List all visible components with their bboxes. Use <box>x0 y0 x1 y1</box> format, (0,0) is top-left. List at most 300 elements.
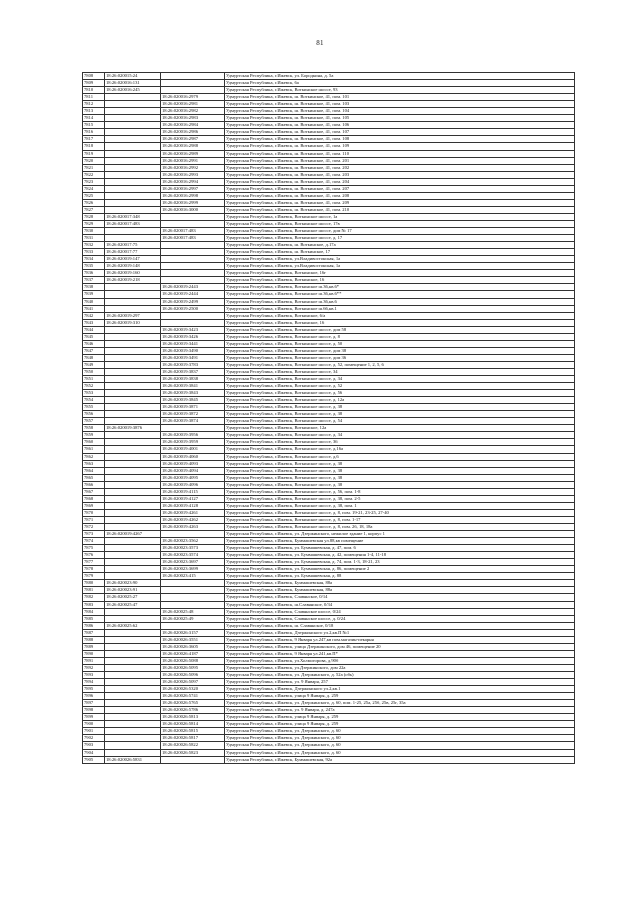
parcel-cadastral-number-cell <box>105 629 161 636</box>
table-row <box>83 749 575 756</box>
table-row <box>83 333 575 340</box>
row-number-cell: 7843 <box>83 319 105 326</box>
parcel-cadastral-number-cell: 18:26:020017:77 <box>105 249 161 256</box>
table-row <box>83 220 575 227</box>
premises-cadastral-number-cell: 18:26:020017:483 <box>161 235 225 242</box>
row-number-cell: 7813 <box>83 108 105 115</box>
table-row <box>83 439 575 446</box>
parcel-cadastral-number-cell <box>105 383 161 390</box>
table-row <box>83 495 575 502</box>
row-number-cell: 7810 <box>83 87 105 94</box>
parcel-cadastral-number-cell: 18:26:020015:24 <box>105 73 161 80</box>
row-number-cell: 7878 <box>83 566 105 573</box>
row-number-cell: 7829 <box>83 220 105 227</box>
parcel-cadastral-number-cell: 18:26:020019:148 <box>105 263 161 270</box>
parcel-cadastral-number-cell <box>105 657 161 664</box>
row-number-cell: 7819 <box>83 150 105 157</box>
parcel-cadastral-number-cell <box>105 418 161 425</box>
address-cell: Удмуртская Республика, г.Ижевск, ул. Дзержинского, нежилое здание 1, корпус 1 <box>225 531 575 538</box>
row-number-cell: 7848 <box>83 354 105 361</box>
table-row <box>83 354 575 361</box>
premises-cadastral-number-cell: 18:26:020019:3841 <box>161 383 225 390</box>
table-row <box>83 643 575 650</box>
parcel-cadastral-number-cell <box>105 136 161 143</box>
parcel-cadastral-number-cell <box>105 502 161 509</box>
table-row <box>83 509 575 516</box>
address-cell: Удмуртская Республика, г.Ижевск, Воткинское, 16 <box>225 319 575 326</box>
row-number-cell: 7888 <box>83 636 105 643</box>
parcel-cadastral-number-cell <box>105 94 161 101</box>
row-number-cell: 7904 <box>83 749 105 756</box>
table-row <box>83 728 575 735</box>
premises-cadastral-number-cell <box>161 263 225 270</box>
table-row <box>83 524 575 531</box>
table-row <box>83 502 575 509</box>
parcel-cadastral-number-cell: 18:26:020026:5831 <box>105 756 161 763</box>
table-row <box>83 312 575 319</box>
table-row <box>83 73 575 80</box>
table-row <box>83 742 575 749</box>
premises-cadastral-number-cell <box>161 73 225 80</box>
table-row <box>83 460 575 467</box>
premises-cadastral-number-cell: 18:26:020026:5813 <box>161 714 225 721</box>
table-row <box>83 235 575 242</box>
parcel-cadastral-number-cell <box>105 721 161 728</box>
address-cell: Удмуртская Республика, г.Ижевск, ш. Воткинское, 41, пом. 108 <box>225 136 575 143</box>
row-number-cell: 7857 <box>83 418 105 425</box>
premises-cadastral-number-cell: 18:26:020019:3959 <box>161 439 225 446</box>
parcel-cadastral-number-cell: 18:26:020025:27 <box>105 594 161 601</box>
parcel-cadastral-number-cell <box>105 460 161 467</box>
address-cell: Удмуртская Республика, г.Ижевск, 9 Января ул.241,кв.П* <box>225 650 575 657</box>
table-row <box>83 671 575 678</box>
address-cell: Удмуртская Республика, г.Ижевск, Воткинское шоссе, д. 38, пом. 1 <box>225 502 575 509</box>
premises-cadastral-number-cell: 18:26:020019:4128 <box>161 502 225 509</box>
row-number-cell: 7871 <box>83 516 105 523</box>
parcel-cadastral-number-cell <box>105 524 161 531</box>
address-cell: Удмуртская Республика, г.Ижевск, ш. Воткинское, 41, пом. 103 <box>225 101 575 108</box>
address-cell: Удмуртская Республика, г.Ижевск, ш. Воткинское, 41, пом. 107 <box>225 129 575 136</box>
row-number-cell: 7820 <box>83 157 105 164</box>
parcel-cadastral-number-cell <box>105 714 161 721</box>
parcel-cadastral-number-cell: 18:26:020019:3876 <box>105 425 161 432</box>
premises-cadastral-number-cell: 18:26:020026:3551 <box>161 636 225 643</box>
parcel-cadastral-number-cell: 18:26:020016:131 <box>105 80 161 87</box>
row-number-cell: 7821 <box>83 164 105 171</box>
address-cell: Удмуртская Республика, г.Ижевск, Воткинское шоссе, д. 56 <box>225 390 575 397</box>
table-row <box>83 756 575 763</box>
parcel-cadastral-number-cell <box>105 749 161 756</box>
table-row <box>83 488 575 495</box>
parcel-cadastral-number-cell <box>105 390 161 397</box>
row-number-cell: 7846 <box>83 340 105 347</box>
address-cell: Удмуртская Республика, г.Ижевск, Воткинское шоссе, д. 38, пом. 2-5 <box>225 495 575 502</box>
premises-cadastral-number-cell <box>161 587 225 594</box>
parcel-cadastral-number-cell <box>105 728 161 735</box>
address-cell: Удмуртская Республика, г.Ижевск, ш. Воткинское, д.17а <box>225 242 575 249</box>
table-row <box>83 242 575 249</box>
address-cell: Удмуртская Республика, г.Ижевск, Воткинское шоссе, 1а <box>225 213 575 220</box>
premises-cadastral-number-cell: 18:26:020019:3783 <box>161 361 225 368</box>
address-cell: Удмуртская Республика, г.Ижевск, Буммашевская, 88а <box>225 580 575 587</box>
row-number-cell: 7816 <box>83 129 105 136</box>
row-number-cell: 7865 <box>83 474 105 481</box>
table-row <box>83 481 575 488</box>
address-cell: Удмуртская Республика, г.Ижевск, ул. Дзержинского, д. 60 <box>225 742 575 749</box>
parcel-cadastral-number-cell <box>105 171 161 178</box>
premises-cadastral-number-cell: 18:26:020019:3837 <box>161 368 225 375</box>
row-number-cell: 7836 <box>83 270 105 277</box>
parcel-cadastral-number-cell <box>105 643 161 650</box>
address-cell: Удмуртская Республика, г.Ижевск, Воткинское шоссе, дом 38 <box>225 347 575 354</box>
table-row <box>83 192 575 199</box>
premises-cadastral-number-cell: 18:26:020023:3573 <box>161 545 225 552</box>
address-cell: Удмуртская Республика, г.Ижевск, ш. Воткинское, 41, пом. 210 <box>225 206 575 213</box>
parcel-cadastral-number-cell: 18:26:020019:218 <box>105 277 161 284</box>
address-cell: Удмуртская Республика, г.Ижевск, ш. Воткинское, 41, пом. 105 <box>225 115 575 122</box>
address-cell: Удмуртская Республика, г.Ижевск, Воткинское шоссе, д. 17 <box>225 235 575 242</box>
parcel-cadastral-number-cell <box>105 206 161 213</box>
table-row <box>83 622 575 629</box>
address-cell: Удмуртская Республика, г.Ижевск, ш. Воткинское, 41, пом. 101 <box>225 94 575 101</box>
row-number-cell: 7812 <box>83 101 105 108</box>
address-cell: Удмуртская Республика, г.Ижевск, ш. Воткинское, 41, пом. 201 <box>225 157 575 164</box>
table-row <box>83 615 575 622</box>
premises-cadastral-number-cell: 18:26:020016:2989 <box>161 150 225 157</box>
table-row <box>83 101 575 108</box>
premises-cadastral-number-cell <box>161 622 225 629</box>
address-cell: Удмуртская Республика, г.Ижевск, Славянское шоссе, 0/24 <box>225 608 575 615</box>
parcel-cadastral-number-cell <box>105 439 161 446</box>
table-row <box>83 383 575 390</box>
premises-cadastral-number-cell: 18:26:020025:48 <box>161 608 225 615</box>
table-row <box>83 80 575 87</box>
parcel-cadastral-number-cell <box>105 516 161 523</box>
row-number-cell: 7863 <box>83 460 105 467</box>
table-row <box>83 580 575 587</box>
address-cell: Удмуртская Республика, г.Ижевск, ул.Холмогорова, д.90б <box>225 657 575 664</box>
address-cell: Удмуртская Республика, г.Ижевск, ш. Воткинское, 41, пом. 106 <box>225 122 575 129</box>
premises-cadastral-number-cell <box>161 249 225 256</box>
parcel-cadastral-number-cell <box>105 326 161 333</box>
table-row <box>83 122 575 129</box>
row-number-cell: 7899 <box>83 714 105 721</box>
parcel-cadastral-number-cell <box>105 700 161 707</box>
table-row <box>83 693 575 700</box>
address-cell: Удмуртская Республика, г.Ижевск, улица 9 Января, д. 259 <box>225 693 575 700</box>
parcel-cadastral-number-cell <box>105 664 161 671</box>
table-row <box>83 185 575 192</box>
premises-cadastral-number-cell: 18:26:020019:4261 <box>161 509 225 516</box>
parcel-cadastral-number-cell <box>105 199 161 206</box>
address-cell: Удмуртская Республика, г.Ижевск, Воткинское шоссе, д. 38 <box>225 411 575 418</box>
row-number-cell: 7882 <box>83 594 105 601</box>
address-cell: Удмуртская Республика, г.Ижевск, ш. Воткинское, 41, пом. 207 <box>225 185 575 192</box>
premises-cadastral-number-cell: 18:26:020016:2986 <box>161 129 225 136</box>
table-row <box>83 347 575 354</box>
premises-cadastral-number-cell: 18:26:020026:5823 <box>161 749 225 756</box>
address-cell: Удмуртская Республика, г.Ижевск, ул. Буммашевская, д. 74, пом. 1-3, 18-21, 23 <box>225 559 575 566</box>
premises-cadastral-number-cell: 18:26:020016:2981 <box>161 101 225 108</box>
address-cell: Удмуртская Республика, г.Ижевск, Воткинское шоссе, д. 50 <box>225 340 575 347</box>
parcel-cadastral-number-cell <box>105 185 161 192</box>
row-number-cell: 7838 <box>83 284 105 291</box>
address-cell: Удмуртская Республика, г.Ижевск, ул. Буммашевская, д. 42, помещения 1-4, 11-18 <box>225 552 575 559</box>
row-number-cell: 7893 <box>83 671 105 678</box>
premises-cadastral-number-cell: 18:26:020023:3697 <box>161 559 225 566</box>
premises-cadastral-number-cell: 18:26:020019:3845 <box>161 397 225 404</box>
address-cell: Удмуртская Республика, г.Ижевск, Славянское, 0/14 <box>225 594 575 601</box>
row-number-cell: 7903 <box>83 742 105 749</box>
premises-cadastral-number-cell <box>161 312 225 319</box>
table-row <box>83 636 575 643</box>
table-row <box>83 566 575 573</box>
address-cell: Удмуртская Республика, г.Ижевск, ш. Воткинское, 41, пом. 110 <box>225 150 575 157</box>
parcel-cadastral-number-cell <box>105 164 161 171</box>
table-row <box>83 171 575 178</box>
parcel-cadastral-number-cell <box>105 178 161 185</box>
parcel-cadastral-number-cell: 18:26:020023:91 <box>105 587 161 594</box>
premises-cadastral-number-cell: 18:26:020016:2997 <box>161 185 225 192</box>
parcel-cadastral-number-cell <box>105 129 161 136</box>
row-number-cell: 7876 <box>83 552 105 559</box>
row-number-cell: 7833 <box>83 249 105 256</box>
address-cell: Удмуртская Республика, г.Ижевск, Воткинское шоссе, д. 34 <box>225 376 575 383</box>
address-cell: Удмуртская Республика, г.Ижевск, Воткинское шоссе, д. 38 <box>225 481 575 488</box>
row-number-cell: 7840 <box>83 298 105 305</box>
parcel-cadastral-number-cell <box>105 354 161 361</box>
table-row <box>83 199 575 206</box>
parcel-cadastral-number-cell <box>105 192 161 199</box>
premises-cadastral-number-cell: 18:26:020019:3426 <box>161 333 225 340</box>
premises-cadastral-number-cell: 18:26:020019:3872 <box>161 411 225 418</box>
row-number-cell: 7837 <box>83 277 105 284</box>
table-row <box>83 474 575 481</box>
address-cell: Удмуртская Республика, г.Ижевск, Буммашевская, 88а <box>225 587 575 594</box>
page-number: 81 <box>316 39 324 47</box>
address-cell: Удмуртская Республика, г.Ижевск, ул. 9 Января, д. 247а <box>225 707 575 714</box>
row-number-cell: 7823 <box>83 178 105 185</box>
parcel-cadastral-number-cell <box>105 298 161 305</box>
row-number-cell: 7851 <box>83 376 105 383</box>
parcel-cadastral-number-cell <box>105 615 161 622</box>
address-cell: Удмуртская Республика, г.Ижевск, Воткинское шоссе, дом 58 <box>225 326 575 333</box>
row-number-cell: 7902 <box>83 735 105 742</box>
row-number-cell: 7822 <box>83 171 105 178</box>
row-number-cell: 7827 <box>83 206 105 213</box>
table-row <box>83 164 575 171</box>
premises-cadastral-number-cell: 18:26:020016:2982 <box>161 108 225 115</box>
premises-cadastral-number-cell: 18:26:020026:5095 <box>161 664 225 671</box>
premises-cadastral-number-cell <box>161 601 225 608</box>
parcel-cadastral-number-cell <box>105 453 161 460</box>
table-row <box>83 284 575 291</box>
table-row <box>83 587 575 594</box>
premises-cadastral-number-cell <box>161 213 225 220</box>
premises-cadastral-number-cell: 18:26:020026:5817 <box>161 735 225 742</box>
row-number-cell: 7849 <box>83 361 105 368</box>
parcel-cadastral-number-cell <box>105 122 161 129</box>
parcel-cadastral-number-cell <box>105 467 161 474</box>
address-cell: Удмуртская Республика, г.Ижевск, ул.Дзержинского, дом 22а <box>225 664 575 671</box>
row-number-cell: 7828 <box>83 213 105 220</box>
premises-cadastral-number-cell: 18:26:020016:3000 <box>161 206 225 213</box>
table-row <box>83 714 575 721</box>
row-number-cell: 7889 <box>83 643 105 650</box>
row-number-cell: 7856 <box>83 411 105 418</box>
address-cell: Удмуртская Республика, г.Ижевск, ш. Воткинское, 17 <box>225 249 575 256</box>
parcel-cadastral-number-cell <box>105 150 161 157</box>
address-cell: Удмуртская Республика, г.Ижевск, Буммашевская, 92а <box>225 756 575 763</box>
premises-cadastral-number-cell: 18:26:020026:5096 <box>161 671 225 678</box>
table-row <box>83 340 575 347</box>
premises-cadastral-number-cell: 18:26:020019:3423 <box>161 326 225 333</box>
address-cell: Удмуртская Республика, г.Ижевск, улица 9 Января, д. 259 <box>225 721 575 728</box>
row-number-cell: 7896 <box>83 693 105 700</box>
table-row <box>83 573 575 580</box>
table-row <box>83 94 575 101</box>
premises-cadastral-number-cell: 18:26:020019:3491 <box>161 354 225 361</box>
premises-cadastral-number-cell <box>161 594 225 601</box>
premises-cadastral-number-cell: 18:26:020016:2992 <box>161 164 225 171</box>
premises-cadastral-number-cell: 18:26:020019:4115 <box>161 488 225 495</box>
row-number-cell: 7886 <box>83 622 105 629</box>
premises-cadastral-number-cell <box>161 531 225 538</box>
premises-cadastral-number-cell: 18:26:020019:3871 <box>161 404 225 411</box>
premises-cadastral-number-cell <box>161 270 225 277</box>
row-number-cell: 7900 <box>83 721 105 728</box>
table-row <box>83 157 575 164</box>
parcel-cadastral-number-cell <box>105 545 161 552</box>
row-number-cell: 7835 <box>83 263 105 270</box>
table-row <box>83 679 575 686</box>
row-number-cell: 7847 <box>83 347 105 354</box>
address-cell: Удмуртская Республика, г.Ижевск, Воткинское шоссе, д. 8, пом. 19-21, 23-25, 27-40 <box>225 509 575 516</box>
table-row <box>83 552 575 559</box>
premises-cadastral-number-cell: 18:26:020019:3441 <box>161 340 225 347</box>
address-cell: Удмуртская Республика, г.Ижевск, Воткинское шоссе, дом № 17 <box>225 228 575 235</box>
row-number-cell: 7895 <box>83 686 105 693</box>
address-cell: Удмуртская Республика, г.Ижевск, ул. Буммашевская, д. 88 <box>225 573 575 580</box>
address-cell: Удмуртская Республика, г.Ижевск, 9 Января ул.247,кв пом.магазин-пекарня <box>225 636 575 643</box>
address-cell: Удмуртская Республика, г.Ижевск, 6а <box>225 80 575 87</box>
address-cell: Удмуртская Республика, г.Ижевск, Воткинское шоссе, д. 8 <box>225 333 575 340</box>
row-number-cell: 7830 <box>83 228 105 235</box>
premises-cadastral-number-cell: 18:26:020026:5741 <box>161 693 225 700</box>
address-cell: Удмуртская Республика, г.Ижевск, Воткинское шоссе, д. 56, пом. 1-8 <box>225 488 575 495</box>
row-number-cell: 7861 <box>83 446 105 453</box>
table-row <box>83 136 575 143</box>
table-row <box>83 425 575 432</box>
table-row <box>83 707 575 714</box>
row-number-cell: 7818 <box>83 143 105 150</box>
table-row <box>83 657 575 664</box>
parcel-cadastral-number-cell: 18:26:020019:160 <box>105 270 161 277</box>
premises-cadastral-number-cell: 18:26:020019:4094 <box>161 467 225 474</box>
address-cell: Удмуртская Республика, г.Ижевск, Воткинское шоссе, дом 36 <box>225 354 575 361</box>
table-row <box>83 629 575 636</box>
premises-cadastral-number-cell: 18:26:020026:3605 <box>161 643 225 650</box>
row-number-cell: 7898 <box>83 707 105 714</box>
table-row <box>83 650 575 657</box>
table-row <box>83 277 575 284</box>
parcel-cadastral-number-cell <box>105 157 161 164</box>
table-row <box>83 467 575 474</box>
premises-cadastral-number-cell: 18:26:020019:4095 <box>161 474 225 481</box>
address-cell: Удмуртская Республика, г.Ижевск, Воткинское шоссе, д. 52 <box>225 383 575 390</box>
address-cell: Удмуртская Республика, г.Ижевск, ул. Дзержинского, д. 60 <box>225 735 575 742</box>
address-cell: Удмуртская Республика, г.Ижевск, ул. Дзержинского, д. 60, пом. 1-25, 25а, 25б, 25в, 25г, 35а <box>225 700 575 707</box>
row-number-cell: 7811 <box>83 94 105 101</box>
parcel-cadastral-number-cell <box>105 538 161 545</box>
premises-cadastral-number-cell: 18:26:020019:3874 <box>161 418 225 425</box>
table-row <box>83 390 575 397</box>
premises-cadastral-number-cell: 18:26:020026:5088 <box>161 657 225 664</box>
premises-cadastral-number-cell: 18:26:020026:5815 <box>161 728 225 735</box>
row-number-cell: 7873 <box>83 531 105 538</box>
row-number-cell: 7868 <box>83 495 105 502</box>
row-number-cell: 7883 <box>83 601 105 608</box>
table-row <box>83 418 575 425</box>
address-cell: Удмуртская Республика, г.Ижевск, Буммашевская ул.88,кв помещение <box>225 538 575 545</box>
row-number-cell: 7832 <box>83 242 105 249</box>
parcel-cadastral-number-cell: 18:26:020019:4267 <box>105 531 161 538</box>
address-cell: Удмуртская Республика, г.Ижевск, Воткинское ш.36,кв.6** <box>225 291 575 298</box>
parcel-cadastral-number-cell <box>105 397 161 404</box>
table-row <box>83 319 575 326</box>
row-number-cell: 7844 <box>83 326 105 333</box>
parcel-cadastral-number-cell <box>105 411 161 418</box>
address-cell: Удмуртская Республика, г.Ижевск, Славянское шоссе, д. 0/24 <box>225 615 575 622</box>
table-row <box>83 115 575 122</box>
row-number-cell: 7872 <box>83 524 105 531</box>
premises-cadastral-number-cell: 18:26:020016:2994 <box>161 178 225 185</box>
address-cell: Удмуртская Республика, г.Ижевск, ш. Воткинское, 41, пом. 208 <box>225 192 575 199</box>
table-row <box>83 735 575 742</box>
parcel-cadastral-number-cell <box>105 143 161 150</box>
row-number-cell: 7825 <box>83 192 105 199</box>
premises-cadastral-number-cell: 18:26:020016:2984 <box>161 122 225 129</box>
premises-cadastral-number-cell: 18:26:020026:5765 <box>161 700 225 707</box>
premises-cadastral-number-cell <box>161 256 225 263</box>
address-cell: Удмуртская Республика, г.Ижевск, Воткинское, 12а <box>225 425 575 432</box>
address-cell: Удмуртская Республика, г.Ижевск, ш. Воткинское, 41, пом. 104 <box>225 108 575 115</box>
parcel-cadastral-number-cell <box>105 742 161 749</box>
premises-cadastral-number-cell: 18:26:020026:5097 <box>161 679 225 686</box>
row-number-cell: 7891 <box>83 657 105 664</box>
table-row <box>83 87 575 94</box>
row-number-cell: 7897 <box>83 700 105 707</box>
parcel-cadastral-number-cell <box>105 101 161 108</box>
row-number-cell: 7841 <box>83 305 105 312</box>
row-number-cell: 7877 <box>83 559 105 566</box>
table-row <box>83 143 575 150</box>
table-row <box>83 150 575 157</box>
parcel-cadastral-number-cell: 18:26:020017:348 <box>105 213 161 220</box>
row-number-cell: 7874 <box>83 538 105 545</box>
premises-cadastral-number-cell: 18:26:020019:4127 <box>161 495 225 502</box>
parcel-cadastral-number-cell: 18:26:020025:62 <box>105 622 161 629</box>
address-cell: Удмуртская Республика, г.Ижевск, Дзержинского ул.2,кв.П №1 <box>225 629 575 636</box>
premises-cadastral-number-cell <box>161 87 225 94</box>
premises-cadastral-number-cell: 18:26:020019:3838 <box>161 376 225 383</box>
address-cell: Удмуртская Республика, г.Ижевск, ш.Славянское, 0/34 <box>225 601 575 608</box>
premises-cadastral-number-cell <box>161 220 225 227</box>
address-cell: Удмуртская Республика, г.Ижевск, ул. 9 Января, 257 <box>225 679 575 686</box>
address-cell: Удмуртская Республика, г.Ижевск, улица Дзержинского, дом 46, помещение 20 <box>225 643 575 650</box>
row-number-cell: 7875 <box>83 545 105 552</box>
table-row <box>83 213 575 220</box>
